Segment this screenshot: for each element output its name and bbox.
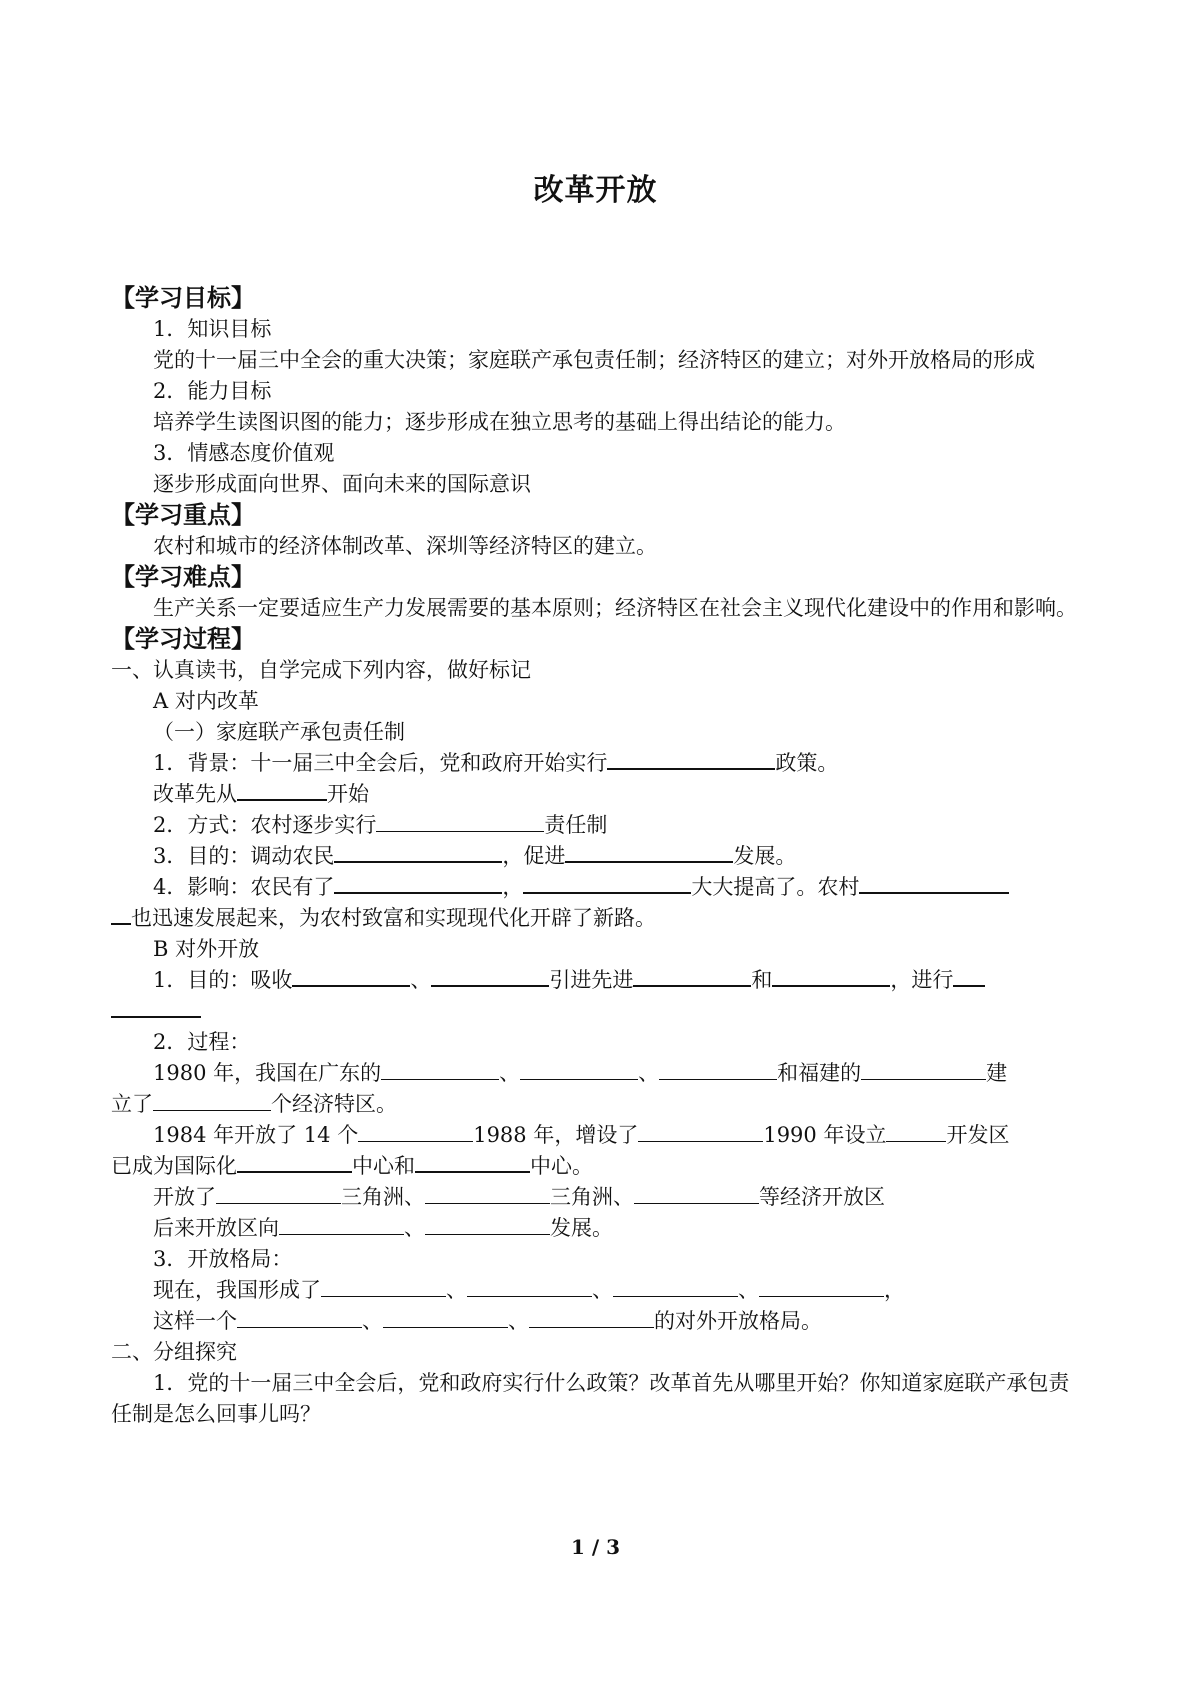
fill-blank[interactable]	[425, 1183, 550, 1204]
fill-blank[interactable]	[153, 1090, 271, 1111]
document-body	[111, 283, 1086, 1430]
section-one-title: 一、认真读书，自学完成下列内容，做好标记	[111, 658, 531, 682]
fill-blank[interactable]	[953, 965, 985, 987]
fill-blank[interactable]	[638, 1121, 763, 1142]
fill-blank[interactable]	[467, 1276, 592, 1297]
page-number: 1 / 3	[570, 1535, 621, 1559]
opening-1984-line: 1984 年开放了 14 个 1988 年，增设了 1990 年设立 开发区	[153, 1123, 1010, 1147]
fill-blank[interactable]	[529, 1307, 654, 1328]
difficulty-text: 生产关系一定要适应生产力发展需要的基本原则；经济特区在社会主义现代化建设中的作用和影响。	[153, 596, 1077, 620]
pattern-line: 现在，我国形成了 、 、 、 ，	[153, 1278, 905, 1302]
fill-blank[interactable]	[634, 1183, 759, 1204]
page-title: 改革开放	[533, 173, 658, 208]
fill-blank[interactable]	[613, 1276, 738, 1297]
fill-blank[interactable]	[111, 903, 131, 925]
difficulty-heading: 【学习难点】	[111, 563, 255, 591]
household-responsibility-title: （一）家庭联产承包责任制	[153, 720, 405, 744]
fill-blank[interactable]	[376, 811, 544, 832]
fill-blank[interactable]	[607, 748, 775, 770]
fill-blank[interactable]	[772, 965, 890, 987]
reform-start-line: 改革先从 开始	[111, 779, 1086, 810]
fill-blank[interactable]	[759, 1276, 884, 1297]
fill-blank[interactable]	[279, 1214, 404, 1235]
fill-blank[interactable]	[237, 1307, 362, 1328]
fill-blank[interactable]	[633, 965, 751, 987]
fill-blank[interactable]	[565, 841, 733, 863]
fill-blank[interactable]	[659, 1059, 777, 1080]
pudong-line: 已成为国际化 中心和 中心。	[111, 1151, 1086, 1182]
ability-goal-title: 2．能力目标	[153, 379, 272, 403]
emotion-goal-text: 逐步形成面向世界、面向未来的国际意识	[153, 472, 531, 496]
impact-line: 4．影响：农民有了 ， 大大提高了。农村	[111, 872, 1086, 903]
fill-blank[interactable]	[358, 1121, 473, 1142]
purpose-line: 3．目的：调动农民 ，促进 发展。	[111, 841, 1086, 872]
knowledge-goal-text: 党的十一届三中全会的重大决策；家庭联产承包责任制；经济特区的建立；对外开放格局的形成	[153, 348, 1035, 372]
fill-blank[interactable]	[111, 996, 201, 1018]
fill-blank[interactable]	[415, 1151, 530, 1173]
key-points-heading: 【学习重点】	[111, 501, 255, 529]
fill-blank[interactable]	[292, 965, 410, 987]
fill-blank[interactable]	[431, 965, 549, 987]
internal-reform-title: A 对内改革	[153, 689, 259, 713]
fill-blank[interactable]	[859, 872, 1009, 894]
fill-blank[interactable]	[425, 1214, 550, 1235]
pattern-line-cont: 这样一个 、 、 的对外开放格局。	[153, 1309, 822, 1333]
opening-purpose-line: 1．目的：吸收 、 引进先进 和 ，进行	[111, 965, 1086, 996]
section-two-title: 二、分组探究	[111, 1340, 237, 1364]
fill-blank[interactable]	[383, 1307, 508, 1328]
fill-blank[interactable]	[237, 779, 327, 801]
fill-blank[interactable]	[523, 872, 691, 894]
goals-heading: 【学习目标】	[111, 284, 255, 312]
fill-blank[interactable]	[216, 1183, 341, 1204]
process-heading: 【学习过程】	[111, 625, 255, 653]
impact-line-cont: 也迅速发展起来，为农村致富和实现现代化开辟了新路。	[111, 903, 1086, 934]
question-one: 1．党的十一届三中全会后，党和政府实行什么政策？改革首先从哪里开始？你知道家庭联产承包责任制是怎么回事儿吗？	[111, 1371, 1070, 1426]
method-line: 2．方式：农村逐步实行 责任制	[153, 813, 608, 837]
expansion-line: 后来开放区向 、 发展。	[153, 1216, 613, 1240]
fill-blank[interactable]	[861, 1059, 986, 1080]
knowledge-goal-title: 1．知识目标	[153, 317, 272, 341]
fill-blank[interactable]	[321, 1276, 446, 1297]
fill-blank[interactable]	[334, 841, 502, 863]
ability-goal-text: 培养学生读图识图的能力；逐步形成在独立思考的基础上得出结论的能力。	[153, 410, 846, 434]
fill-blank[interactable]	[520, 1059, 638, 1080]
fill-blank[interactable]	[237, 1151, 352, 1173]
opening-up-title: B 对外开放	[153, 937, 260, 961]
delta-line: 开放了 三角洲、 三角洲、 等经济开放区	[153, 1185, 885, 1209]
sez-1980-cont: 立了 个经济特区。	[111, 1092, 397, 1116]
background-line: 1．背景：十一届三中全会后，党和政府开始实行 政策。	[111, 748, 1086, 779]
key-points-text: 农村和城市的经济体制改革、深圳等经济特区的建立。	[153, 534, 657, 558]
fill-blank[interactable]	[334, 872, 502, 894]
emotion-goal-title: 3．情感态度价值观	[153, 441, 335, 465]
sez-1980-line: 1980 年，我国在广东的 、 、 和福建的 建	[153, 1061, 1008, 1085]
pattern-title: 3．开放格局：	[153, 1247, 293, 1271]
fill-blank[interactable]	[381, 1059, 499, 1080]
opening-purpose-cont	[111, 996, 1086, 1027]
fill-blank[interactable]	[886, 1121, 946, 1142]
process-subtitle: 2．过程：	[153, 1030, 251, 1054]
